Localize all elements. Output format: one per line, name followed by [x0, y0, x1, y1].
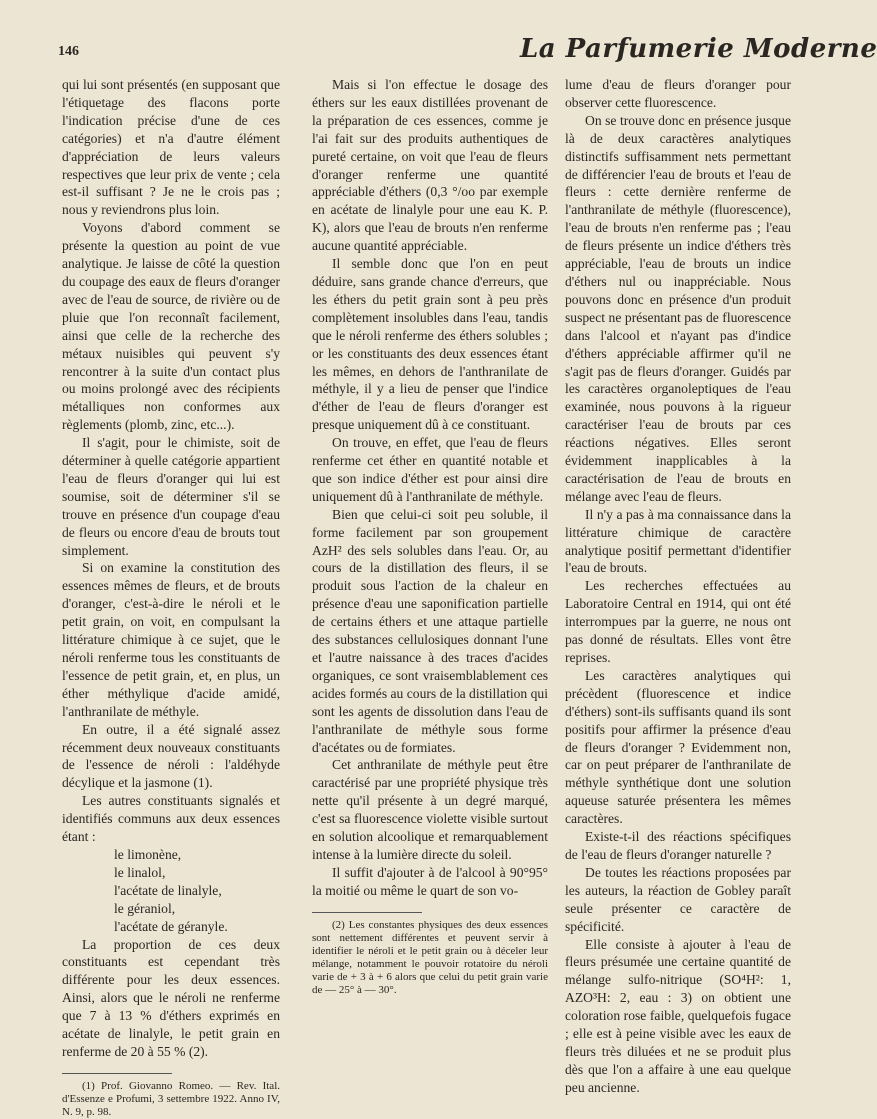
footnote-2: (2) Les constantes physiques des deux essences sont nettement différentes et peuvent servir à identifier le néroli et le petit grain ou à déceler leur mélange, notamment le pouvoir rotatoire du néroli varie de + 3 à + 6 alors que celui du petit grain varie de — 25° à — 30°.: [312, 918, 548, 996]
paragraph: Bien que celui-ci soit peu soluble, il forme facilement par son groupement AzH² des sels solubles dans l'eau. Or, au cours de la distillation des fleurs, il se produit sous l'action de la chaleur en présence d'eau une saponification partielle de certains éthers et une attaque partielle des substances cellulosiques donnant l'une et l'autre naissance à des traces d'acides organiques, ce sont vraisemblablement ces acides formés au cours de la distillation qui sont les agents de dissolution dans l'eau de l'anthranilate de méthyle sous forme d'acétates ou de formiates.: [312, 506, 548, 755]
paragraph: Si on examine la constitution des essences mêmes de fleurs, et de brouts d'oranger, c'est-à-dire le néroli et le petit grain, on voit, en compulsant la littérature chimique à ce sujet, que le néroli renferme tous les constituants de l'essence de petit grain, et, en plus, un éther méthylique d'acide amidé, l'anthranilate de méthyle.: [62, 560, 280, 719]
paragraph: Les recherches effectuées au Laboratoire Central en 1914, qui ont été interrompues par la guerre, ne nous ont pas donné de résultats. Elles vont être reprises.: [565, 578, 791, 665]
paragraph: Elle consiste à ajouter à l'eau de fleurs présumée une certaine quantité de mélange sulfo-nitrique (SO⁴H²: 1, AZO³H: 2, eau : 3) on obtient une coloration rose faible, quelquefois fugace ; elle est à peine visible avec les eaux de fleurs très diluées et ne se produit plus dès que l'on a affaire à une eau quelque peu ancienne.: [565, 936, 791, 1095]
page-number: 146: [58, 44, 79, 59]
paragraph: On se trouve donc en présence jusque là de deux caractères analytiques distinctifs suffisamment nets permettant de différencier l'eau de brouts et l'eau de fleurs : cette dernière renferme de l'anthranilate de méthyle (fluorescence), l'eau de brouts n'en renferme pas ; l'eau de fleurs présente un indice d'éthers très appréciable, l'eau de brouts un indice d'éthers nul ou inappréciable. Nous pouvons donc en présence d'un produit suspect ne présentant pas de fluorescence dans l'alcool et n'ayant pas d'indice d'éthers appréciable affirmer qu'il ne s'agit pas de fleurs d'oranger. Guidés par les caractères organoleptiques de l'eau examinée, nous pouvons à la rigueur caractériser l'eau de brouts par ces réactions négatives. Elles seront évidemment inapplicables à la caractérisation de l'eau de brouts en mélange avec l'eau de fleurs.: [565, 112, 791, 504]
paragraph: Il semble donc que l'on en peut déduire, sans grande chance d'erreurs, que les éthers du petit grain sont à peu près complètement insolubles dans l'eau, tandis que le néroli renferme des éthers solubles ; or les constituants des deux essences étant les mêmes, en dehors de l'anthranilate de méthyle, il y a lieu de penser que l'indice d'éther de l'eau de fleurs d'oranger est presque uniquement dû à ce constituant.: [312, 256, 548, 433]
paragraph: Il s'agit, pour le chimiste, soit de déterminer à quelle catégorie appartient l'eau de fleurs d'oranger qui lui est soumise, soit de déterminer s'il se trouve en présence d'un coupage d'eau de fleurs ou encore d'eau de brouts tout simplement.: [62, 435, 280, 558]
list-item: l'acétate de linalyle,: [114, 882, 222, 898]
paragraph: On trouve, en effet, que l'eau de fleurs renferme cet éther en quantité notable et que son indice d'éther est pour ainsi dire uniquement dû à l'anthranilate de méthyle.: [312, 435, 548, 504]
paragraph: qui lui sont présentés (en supposant que l'étiquetage des flacons porte l'indication précise d'une de ces catégories) et n'a d'autre élément d'appréciation de leurs valeurs respectives que leur prix de vente ; cela est-il suffisant ? Je ne le crois pas ; nous y reviendrons plus loin.: [62, 77, 280, 218]
column-2: [312, 76, 548, 997]
paragraph: Il suffit d'ajouter à de l'alcool à 90°95° la moitié ou même le quart de son vo-: [312, 864, 548, 898]
paragraph: Voyons d'abord comment se présente la question au point de vue analytique. Je laisse de côté la question du coupage des eaux de fleurs d'oranger avec de l'eau de source, de rivière ou de pluie que l'on reconnaît facilement, ainsi que celle de la recherche des métaux nuisibles qui peuvent s'y rencontrer à la suite d'un contact plus ou moins prolongé avec des récipients métalliques non conformes aux règlements (plomb, zinc, etc...).: [62, 220, 280, 433]
paragraph: Mais si l'on effectue le dosage des éthers sur les eaux distillées provenant de la préparation de ces essences, comme je l'ai fait sur des produits authentiques de pureté certaine, on voit que l'eau de fleurs d'oranger renferme une quantité appréciable d'éthers (0,3 °/oo par exemple en acétate de linalyle pour une eau K. P. K), alors que l'eau de brouts n'en renferme aucune quantité appréciable.: [312, 77, 548, 254]
paragraph: En outre, il a été signalé assez récemment deux nouveaux constituants de l'essence de néroli : l'aldéhyde décylique et la jasmone (1).: [62, 721, 280, 791]
constituents-list: [114, 846, 280, 936]
column-3: [565, 76, 791, 1097]
paragraph: Les caractères analytiques qui précèdent (fluorescence et indice d'éthers) sont-ils suffisants quand ils sont positifs pour affirmer la présence d'eau de fleurs d'oranger ? Evidemment non, car on peut préparer de l'anthranilate de méthyle synthétique dont une solution aqueuse saturée présentera les mêmes caractères.: [565, 667, 791, 827]
list-item: le géraniol,: [114, 900, 176, 916]
paragraph: Il n'y a pas à ma connaissance dans la littérature chimique de caractère analytique positif permettant d'identifier l'eau de brouts.: [565, 506, 791, 576]
journal-masthead: La Parfumerie Moderne: [520, 34, 877, 64]
list-item: le limonène,: [114, 846, 182, 862]
list-item: l'acétate de géranyle.: [114, 918, 228, 934]
paragraph: Existe-t-il des réactions spécifiques de l'eau de fleurs d'oranger naturelle ?: [565, 829, 791, 862]
list-item: le linalol,: [114, 864, 166, 880]
footnote-rule: [312, 912, 422, 913]
paragraph: De toutes les réactions proposées par les auteurs, la réaction de Gobley paraît seule présenter ce caractère de spécificité.: [565, 864, 791, 934]
footnote-rule: [62, 1073, 172, 1074]
paragraph: lume d'eau de fleurs d'oranger pour observer cette fluorescence.: [565, 77, 791, 110]
column-1: [62, 76, 280, 1119]
paragraph: Les autres constituants signalés et identifiés communs aux deux essences étant :: [62, 793, 280, 845]
paragraph: Cet anthranilate de méthyle peut être caractérisé par une propriété physique très nette qu'il présente à un degré marqué, c'est sa fluorescence violette visible surtout en solution alcoolique et remarquablement intense à la lumière directe du soleil.: [312, 757, 548, 862]
paragraph: La proportion de ces deux constituants est cependant très différente pour les deux essences. Ainsi, alors que le néroli ne renferme que 7 à 13 % d'éthers exprimés en acétate de linalyle, le petit grain en renferme de 20 à 55 % (2).: [62, 936, 280, 1059]
footnote-1: (1) Prof. Giovanno Romeo. — Rev. Ital. d'Essenze e Profumi, 3 settembre 1922. Anno IV, N. 9, p. 98.: [62, 1079, 280, 1118]
